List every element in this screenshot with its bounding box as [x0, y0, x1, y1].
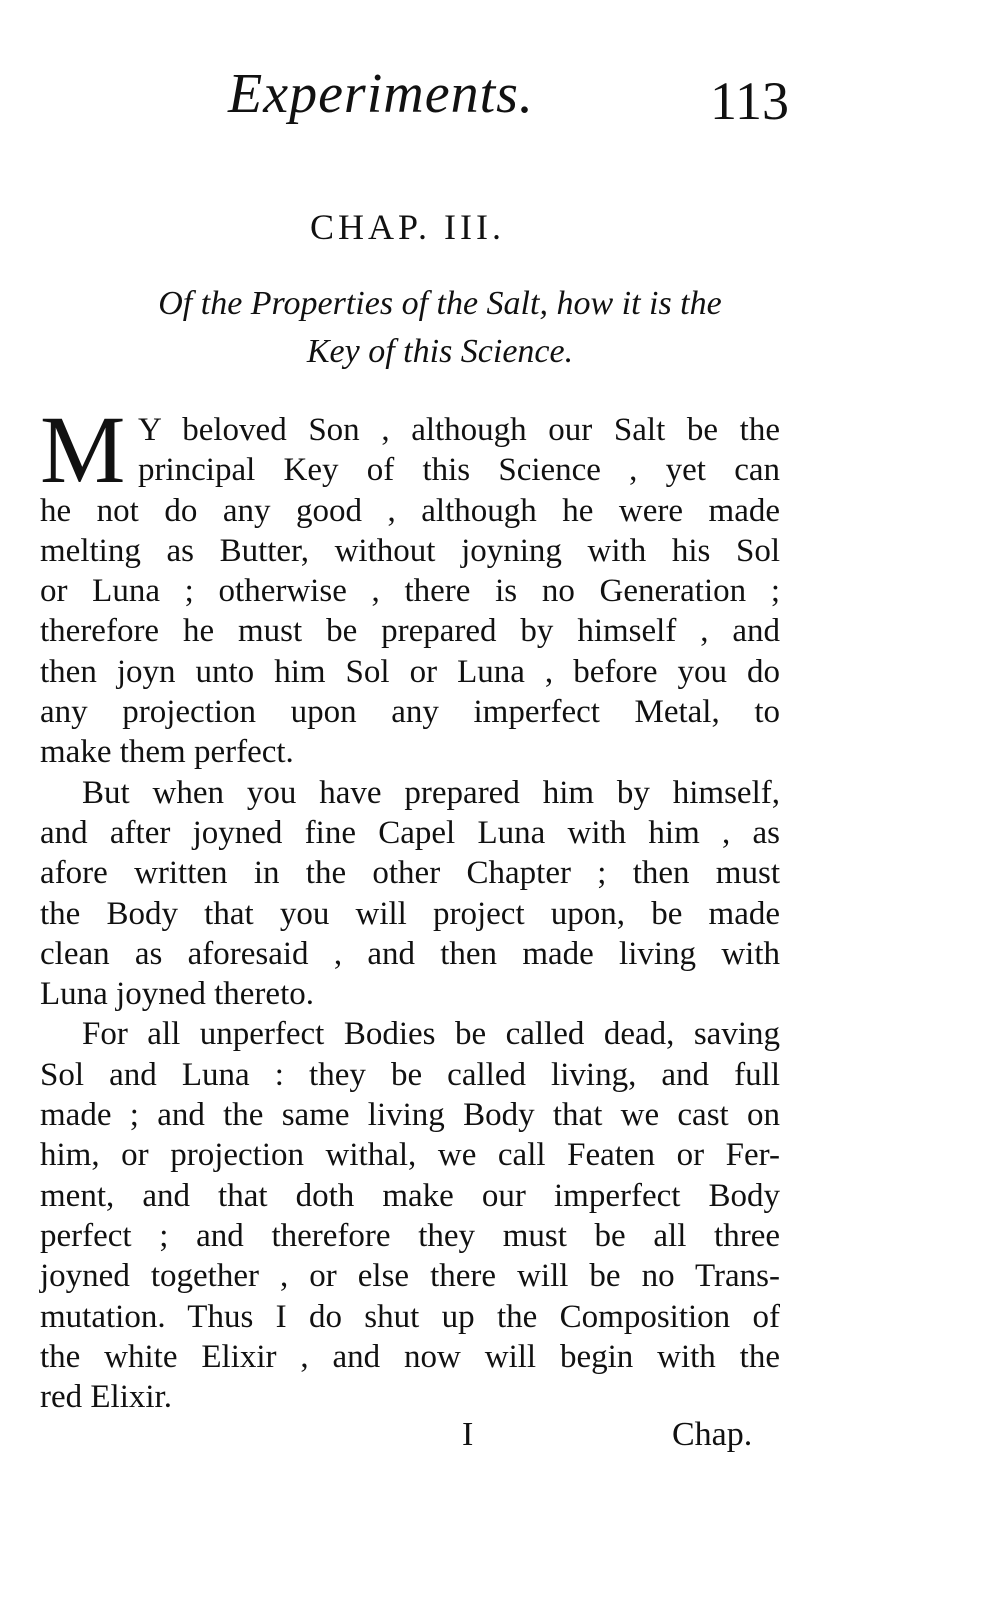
- text-line: clean as aforesaid , and then made living with: [40, 935, 780, 972]
- running-title: Experiments.: [228, 63, 534, 125]
- chapter-subtitle: [90, 280, 790, 376]
- text-line: therefore he must be prepared by himself , and: [40, 613, 780, 650]
- body-text: [40, 396, 780, 1417]
- catchword: Chap.: [672, 1416, 753, 1453]
- page-number: 113: [710, 71, 789, 131]
- text-line: any projection upon any imperfect Metal, to: [40, 694, 780, 731]
- chapter-subtitle-line: Key of this Science.: [306, 333, 574, 370]
- text-line: and after joyned fine Capel Luna with him , as: [40, 814, 780, 851]
- text-line: joyned together , or else there will be no Trans-: [40, 1258, 780, 1295]
- text-line: then joyn unto him Sol or Luna , before you do: [40, 653, 780, 690]
- text-line: perfect ; and therefore they must be all three: [40, 1217, 780, 1254]
- text-line: him, or projection withal, we call Featen or Fer-: [40, 1137, 780, 1174]
- text-line: or Luna ; otherwise , there is no Generation ;: [40, 573, 780, 610]
- text-line: But when you have prepared him by himself,: [82, 774, 780, 811]
- text-line: For all unperfect Bodies be called dead, saving: [82, 1016, 780, 1053]
- text-line: made ; and the same living Body that we cast on: [40, 1097, 780, 1134]
- signature-mark: I: [462, 1416, 474, 1453]
- text-line: mutation. Thus I do shut up the Composition of: [40, 1298, 780, 1335]
- text-line: the Body that you will project upon, be made: [40, 895, 780, 932]
- text-line: Sol and Luna : they be called living, and full: [40, 1056, 780, 1093]
- text-line: the white Elixir , and now will begin with the: [40, 1338, 780, 1375]
- text-line: principal Key of this Science , yet can: [138, 452, 780, 489]
- text-line: Luna joyned thereto.: [40, 976, 314, 1013]
- text-line: afore written in the other Chapter ; then must: [40, 855, 780, 892]
- text-line: make them perfect.: [40, 734, 294, 771]
- chapter-subtitle-line: Of the Properties of the Salt, how it is the: [158, 285, 722, 322]
- text-line: red Elixir.: [40, 1379, 172, 1416]
- text-line: ment, and that doth make our imperfect Body: [40, 1177, 780, 1214]
- drop-cap: M: [40, 396, 126, 503]
- text-line: melting as Butter, without joyning with his Sol: [40, 532, 780, 569]
- chapter-heading: CHAP. III.: [310, 207, 506, 247]
- text-line: Y beloved Son , although our Salt be the: [138, 412, 780, 448]
- text-line: he not do any good , although he were made: [40, 492, 780, 529]
